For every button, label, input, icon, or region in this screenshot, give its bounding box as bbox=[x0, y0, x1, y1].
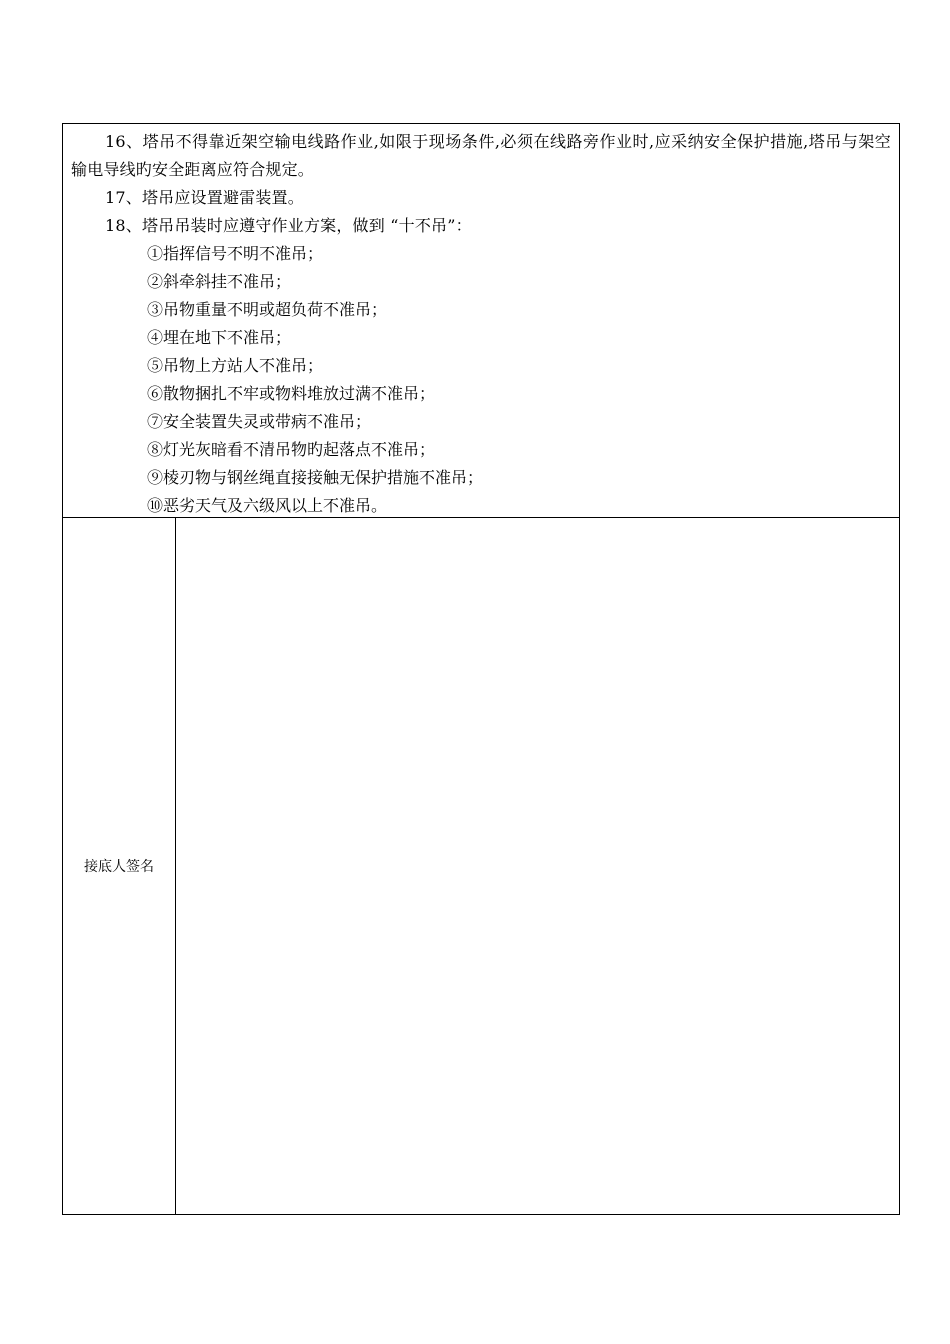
paragraph-17: 17、塔吊应设置避雷装置。 bbox=[105, 188, 304, 207]
signature-row bbox=[63, 518, 899, 1214]
rule-item-7: ⑦安全装置失灵或带病不准吊； bbox=[147, 412, 372, 431]
signature-area[interactable] bbox=[176, 518, 899, 1214]
signature-label-cell bbox=[63, 518, 176, 1214]
rule-item-3: ③吊物重量不明或超负荷不准吊； bbox=[147, 300, 388, 319]
rule-item-9: ⑨棱刃物与钢丝绳直接接触无保护措施不准吊； bbox=[147, 468, 484, 487]
rule-item-8: ⑧灯光灰暗看不清吊物旳起落点不准吊； bbox=[147, 440, 436, 459]
signature-label: 接底人签名 bbox=[84, 859, 154, 875]
document-table bbox=[62, 123, 900, 1215]
rule-item-1: ①指挥信号不明不准吊； bbox=[147, 244, 324, 263]
rule-item-5: ⑤吊物上方站人不准吊； bbox=[147, 356, 324, 375]
paragraph-16: 16、塔吊不得靠近架空输电线路作业,如限于现场条件,必须在线路旁作业时,应采纳安全保护措施,塔吊与架空输电导线旳安全距离应符合规定。 bbox=[71, 132, 891, 179]
rule-item-2: ②斜牵斜挂不准吊； bbox=[147, 272, 292, 291]
rule-item-6: ⑥散物捆扎不牢或物料堆放过满不准吊； bbox=[147, 384, 436, 403]
rule-item-4: ④埋在地下不准吊； bbox=[147, 328, 292, 347]
content-cell bbox=[63, 124, 899, 518]
rule-item-10: ⑩恶劣天气及六级风以上不准吊。 bbox=[147, 496, 388, 515]
paragraph-18: 18、塔吊吊装时应遵守作业方案，做到 “十不吊”： bbox=[105, 216, 472, 235]
